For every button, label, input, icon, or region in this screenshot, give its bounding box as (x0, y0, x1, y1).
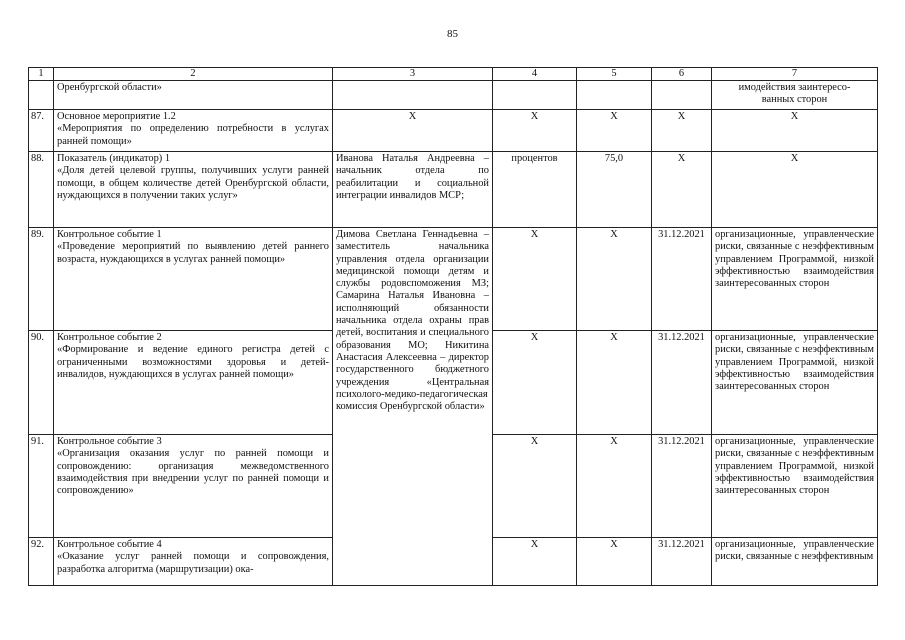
row-title: Контрольное событие 3 (57, 436, 162, 447)
unit-cell: X (493, 228, 577, 331)
row-desc: «Формирование и ведение единого регистра детей с ограниченными возможностями здоровья и детей-инвалидов, нуждающихся в услугах ранней помощи» (57, 344, 329, 380)
row-title: Основное мероприятие 1.2 (57, 111, 176, 122)
risk-cell: организационные, управленческие риски, связанные с неэффективным (712, 538, 878, 586)
header-row (29, 68, 878, 81)
responsible-merged-cell: Димова Светлана Геннадьевна – заместитель начальника управления отдела организации медицинской помощи детям и службы родовспоможения МЗ; Самарина Наталья Ивановна – исполняющий обязанности начальника отдела охраны прав детей, воспитания и специального образования МО; Никитина Анастасия Алексеевна – директор государственного бюджетного учреждения «Центральная психолого-медико-педагогическая комиссия Оренбургской области» (333, 228, 493, 586)
unit-cell: X (493, 331, 577, 435)
date-cell: 31.12.2021 (652, 228, 712, 331)
row-number: 87. (29, 110, 54, 152)
row-description (54, 331, 333, 435)
row-number: 88. (29, 152, 54, 228)
date-cell: 31.12.2021 (652, 435, 712, 538)
risk-cell: X (712, 110, 878, 152)
unit-cell: процентов (493, 152, 577, 228)
row-desc: «Доля детей целевой группы, получивших услуги ранней помощи, в общем количестве детей Оренбургской области, нуждающихся в получении таких услуг» (57, 165, 329, 201)
header-cell: 3 (333, 68, 493, 81)
table-row (29, 152, 878, 228)
row-number: 89. (29, 228, 54, 331)
date-cell: 31.12.2021 (652, 331, 712, 435)
date-cell: 31.12.2021 (652, 538, 712, 586)
risk-cell: организационные, управленческие риски, связанные с неэффективным управлением Программой, низкой эффективностью взаимодействия заинтересованных сторон (712, 228, 878, 331)
header-cell: 2 (54, 68, 333, 81)
page-number: 85 (447, 28, 458, 40)
header-cell: 5 (577, 68, 652, 81)
risk-cell: организационные, управленческие риски, связанные с неэффективным управлением Программой, низкой эффективностью взаимодействия заинтересованных сторон (712, 331, 878, 435)
row-description (54, 538, 333, 586)
value-cell: 75,0 (577, 152, 652, 228)
responsible-cell: Иванова Наталья Андреевна – начальник отдела по реабилитации и социальной интеграции инвалидов МСР; (333, 152, 493, 228)
row-description (54, 152, 333, 228)
risk-cell: организационные, управленческие риски, связанные с неэффективным управлением Программой, низкой эффективностью взаимодействия заинтересованных сторон (712, 435, 878, 538)
table-row (29, 228, 878, 331)
value-cell: X (577, 538, 652, 586)
unit-cell: X (493, 435, 577, 538)
date-cell: X (652, 110, 712, 152)
unit-cell: X (493, 538, 577, 586)
row-title: Контрольное событие 4 (57, 539, 162, 550)
header-cell: 4 (493, 68, 577, 81)
header-cell: 6 (652, 68, 712, 81)
row-desc: «Проведение мероприятий по выявлению детей раннего возраста, нуждающихся в услугах ранней помощи» (57, 241, 329, 265)
row-description (54, 228, 333, 331)
cont-description: Оренбургской области» (54, 81, 333, 110)
row-title: Контрольное событие 2 (57, 332, 162, 343)
value-cell: X (577, 331, 652, 435)
row-number: 92. (29, 538, 54, 586)
date-cell: X (652, 152, 712, 228)
row-title: Показатель (индикатор) 1 (57, 153, 171, 164)
cont-risk: имодействия заинтересо- ванных сторон (712, 81, 878, 110)
row-description (54, 435, 333, 538)
program-table (28, 67, 878, 586)
table-row (29, 110, 878, 152)
row-desc: «Мероприятия по определению потребности в услугах ранней помощи» (57, 123, 329, 147)
risk-cell: X (712, 152, 878, 228)
value-cell: X (577, 228, 652, 331)
row-desc: «Организация оказания услуг по ранней помощи и сопровождению: организация межведомственного взаимодействия при внедрении услуг по ранней помощи и сопровождению» (57, 448, 329, 497)
row-desc: «Оказание услуг ранней помощи и сопровождения, разработка алгоритма (маршрутизации) ока- (57, 551, 329, 575)
row-number: 90. (29, 331, 54, 435)
header-cell: 7 (712, 68, 878, 81)
row-title: Контрольное событие 1 (57, 229, 162, 240)
unit-cell: X (493, 110, 577, 152)
continuation-row (29, 81, 878, 110)
responsible-cell: X (333, 110, 493, 152)
value-cell: X (577, 435, 652, 538)
header-cell: 1 (29, 68, 54, 81)
row-description (54, 110, 333, 152)
row-number: 91. (29, 435, 54, 538)
value-cell: X (577, 110, 652, 152)
